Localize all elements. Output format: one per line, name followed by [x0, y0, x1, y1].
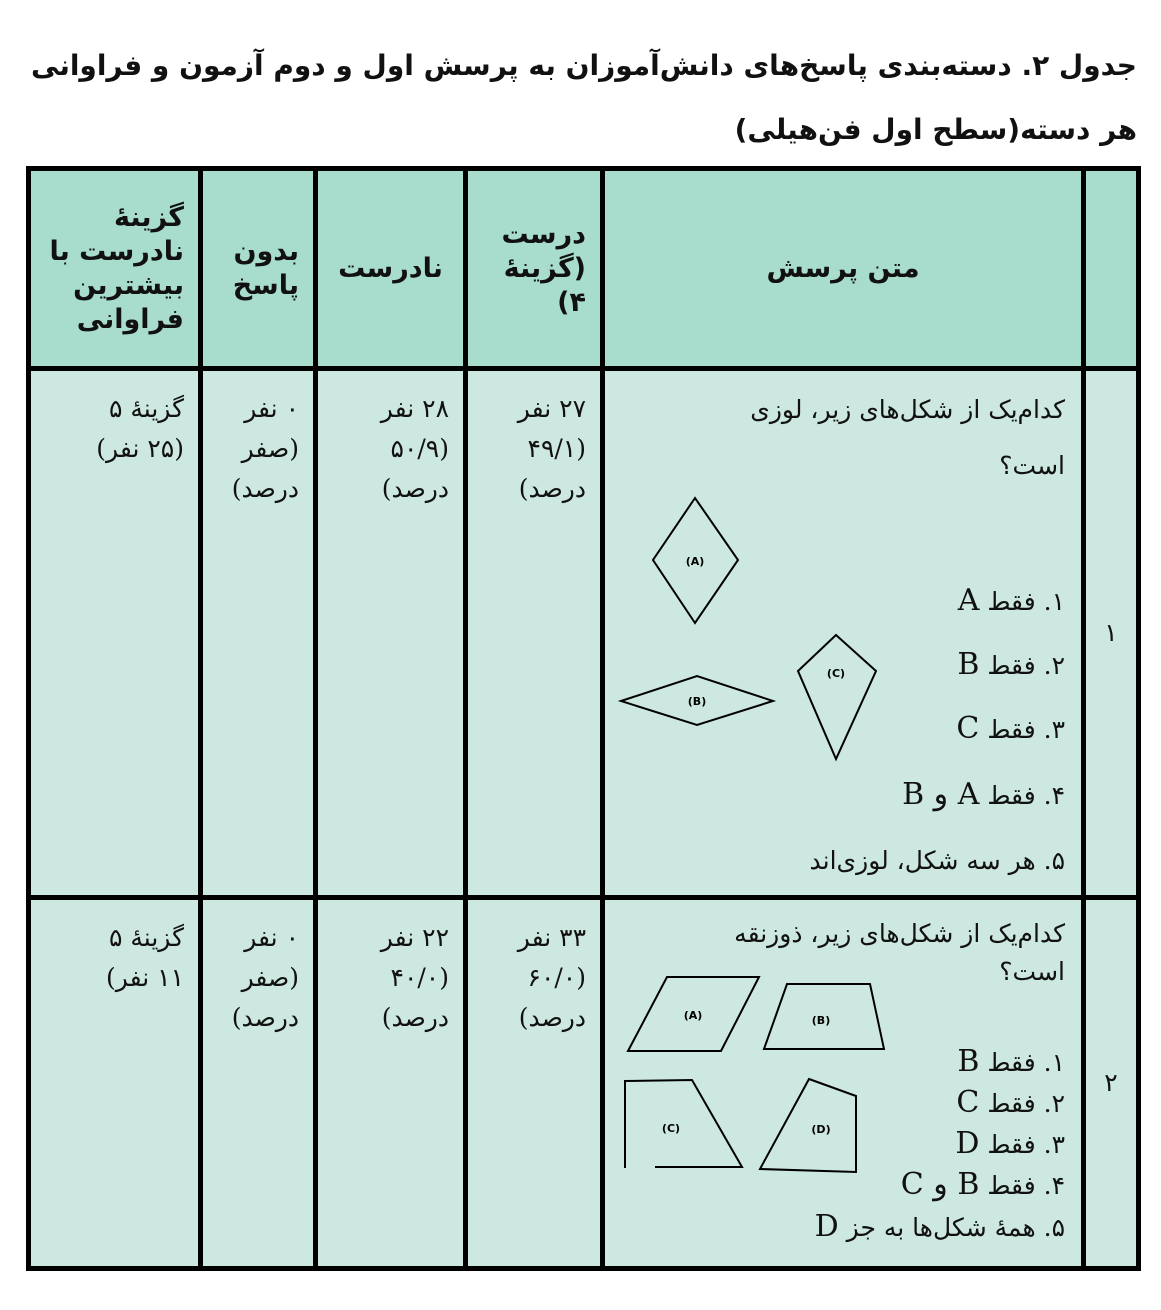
header-incorrect: نادرست — [316, 169, 466, 369]
option-word: فقط — [987, 587, 1036, 616]
stat-line: ۲۷ نفر — [517, 394, 586, 423]
no-answer-count-cell — [201, 898, 316, 1269]
table-caption: جدول ۲. دسته‌بندی پاسخ‌های دانش‌آموزان به پرسش اول و دوم آزمون و فراوانی هر دسته(سطح اول فن‌هیلی) — [30, 49, 1137, 146]
question-line: کدام‌یک از شکل‌های زیر، لوزی — [750, 395, 1065, 424]
table-row — [29, 898, 1139, 1269]
option-number: ۱. — [1043, 1048, 1065, 1077]
option-latin: B — [957, 1044, 980, 1079]
option-2 — [956, 1083, 1065, 1124]
option-word: فقط — [987, 1171, 1036, 1200]
option-latin: C — [956, 1085, 980, 1120]
correct-count-cell — [466, 898, 603, 1269]
question-line: است؟ — [999, 957, 1065, 986]
svg-text:(A): (A) — [683, 1009, 703, 1022]
option-1 — [958, 581, 1065, 622]
header-no-answer — [201, 169, 316, 369]
option-1 — [957, 1042, 1065, 1083]
stat-line: (صفر — [241, 434, 299, 463]
stat-line: ۲۸ نفر — [380, 394, 449, 423]
header-correct — [466, 169, 603, 369]
option-latin: B — [957, 647, 980, 682]
option-latin: A و B — [902, 777, 980, 812]
option-word: فقط — [987, 1089, 1036, 1118]
option-4 — [902, 775, 1065, 816]
option-4 — [901, 1165, 1065, 1206]
stat-line: گزینهٔ ۵ — [109, 394, 184, 423]
stat-line: ۱۱ نفر) — [106, 963, 184, 992]
header-mfw-line: نادرست با — [49, 235, 184, 267]
stat-line: درصد) — [231, 474, 299, 503]
stat-line: (صفر — [241, 963, 299, 992]
option-number: ۲. — [1043, 1089, 1065, 1118]
option-word: فقط — [987, 1048, 1036, 1077]
option-number: ۴. — [1043, 781, 1065, 810]
stat-line: (۲۵ نفر) — [96, 434, 184, 463]
svg-text:(C): (C) — [661, 1122, 681, 1135]
header-correct-line: ۴) — [557, 286, 586, 318]
header-no-answer-line: بدون — [233, 235, 299, 267]
option-word: هر سه شکل، لوزی‌اند — [809, 846, 1036, 875]
question-text — [605, 371, 1081, 489]
option-5 — [810, 841, 1065, 881]
stat-line: درصد) — [518, 1003, 586, 1032]
svg-text:(A): (A) — [685, 555, 705, 568]
stat-line: درصد) — [381, 474, 449, 503]
stat-line: درصد) — [518, 474, 586, 503]
option-word: همهٔ شکل‌ها به جز — [846, 1213, 1036, 1242]
header-row — [29, 169, 1139, 369]
most-frequent-wrong-cell — [29, 898, 201, 1269]
option-latin: B و C — [900, 1167, 980, 1202]
responses-table — [26, 166, 1141, 1271]
incorrect-count-cell — [316, 898, 466, 1269]
stat-line: درصد) — [231, 1003, 299, 1032]
question-line: است؟ — [999, 451, 1065, 480]
option-number: ۳. — [1043, 715, 1065, 744]
svg-text:(B): (B) — [687, 695, 707, 708]
option-5 — [815, 1207, 1065, 1248]
header-index — [1084, 169, 1139, 369]
header-correct-line: (گزینهٔ — [503, 252, 586, 284]
row-index: ۱ — [1084, 369, 1139, 898]
option-word: فقط — [987, 781, 1036, 810]
option-number: ۵. — [1043, 1213, 1065, 1242]
correct-count-cell — [466, 369, 603, 898]
question-line: کدام‌یک از شکل‌های زیر، ذوزنقه — [734, 919, 1065, 948]
stat-line: درصد) — [381, 1003, 449, 1032]
stat-line: ۰ نفر — [244, 394, 299, 423]
incorrect-count-cell — [316, 369, 466, 898]
option-number: ۱. — [1043, 587, 1065, 616]
svg-text:(D): (D) — [811, 1123, 831, 1136]
trapezoid-b-shape — [764, 984, 884, 1049]
option-number: ۲. — [1043, 651, 1065, 680]
rhombus-a-shape — [653, 498, 738, 623]
option-number: ۴. — [1043, 1171, 1065, 1200]
svg-text:(B): (B) — [811, 1014, 831, 1027]
header-correct-line: درست — [501, 218, 586, 250]
option-latin: C — [956, 711, 980, 746]
trapezoid-c-shape — [625, 1080, 742, 1168]
row-index: ۲ — [1084, 898, 1139, 1269]
header-mfw-line: بیشترین — [73, 269, 184, 301]
header-no-answer-line: پاسخ — [232, 269, 299, 301]
kite-c-shape — [798, 635, 876, 759]
question-text — [605, 900, 1081, 990]
option-number: ۵. — [1043, 846, 1065, 875]
option-2 — [957, 645, 1065, 686]
stat-line: ۳۳ نفر — [517, 923, 586, 952]
option-latin: A — [957, 583, 980, 618]
table-row — [29, 369, 1139, 898]
option-word: فقط — [987, 1130, 1036, 1159]
option-word: فقط — [987, 651, 1036, 680]
option-3 — [956, 709, 1065, 750]
option-latin: D — [814, 1209, 839, 1244]
stat-line: ۰ نفر — [244, 923, 299, 952]
svg-text:(C): (C) — [826, 667, 846, 680]
no-answer-count-cell — [201, 369, 316, 898]
question-cell — [603, 898, 1084, 1269]
option-latin: D — [955, 1126, 980, 1161]
stat-line: (۵۰/۹ — [390, 434, 449, 463]
header-mfw-line: فراوانی — [76, 303, 184, 335]
header-question-text: متن پرسش — [603, 169, 1084, 369]
stat-line: گزینهٔ ۵ — [109, 923, 184, 952]
rhombus-b-shape — [621, 676, 773, 725]
stat-line: (۴۰/۰ — [390, 963, 449, 992]
stat-line: (۴۹/۱ — [527, 434, 586, 463]
question-cell — [603, 369, 1084, 898]
option-number: ۳. — [1043, 1130, 1065, 1159]
most-frequent-wrong-cell — [29, 369, 201, 898]
option-3 — [955, 1124, 1065, 1165]
stat-line: ۲۲ نفر — [380, 923, 449, 952]
option-word: فقط — [987, 715, 1036, 744]
header-most-frequent-wrong — [29, 169, 201, 369]
quadrilateral-d-shape — [760, 1079, 856, 1172]
stat-line: (۶۰/۰ — [527, 963, 586, 992]
header-mfw-line: گزینهٔ — [113, 201, 184, 233]
